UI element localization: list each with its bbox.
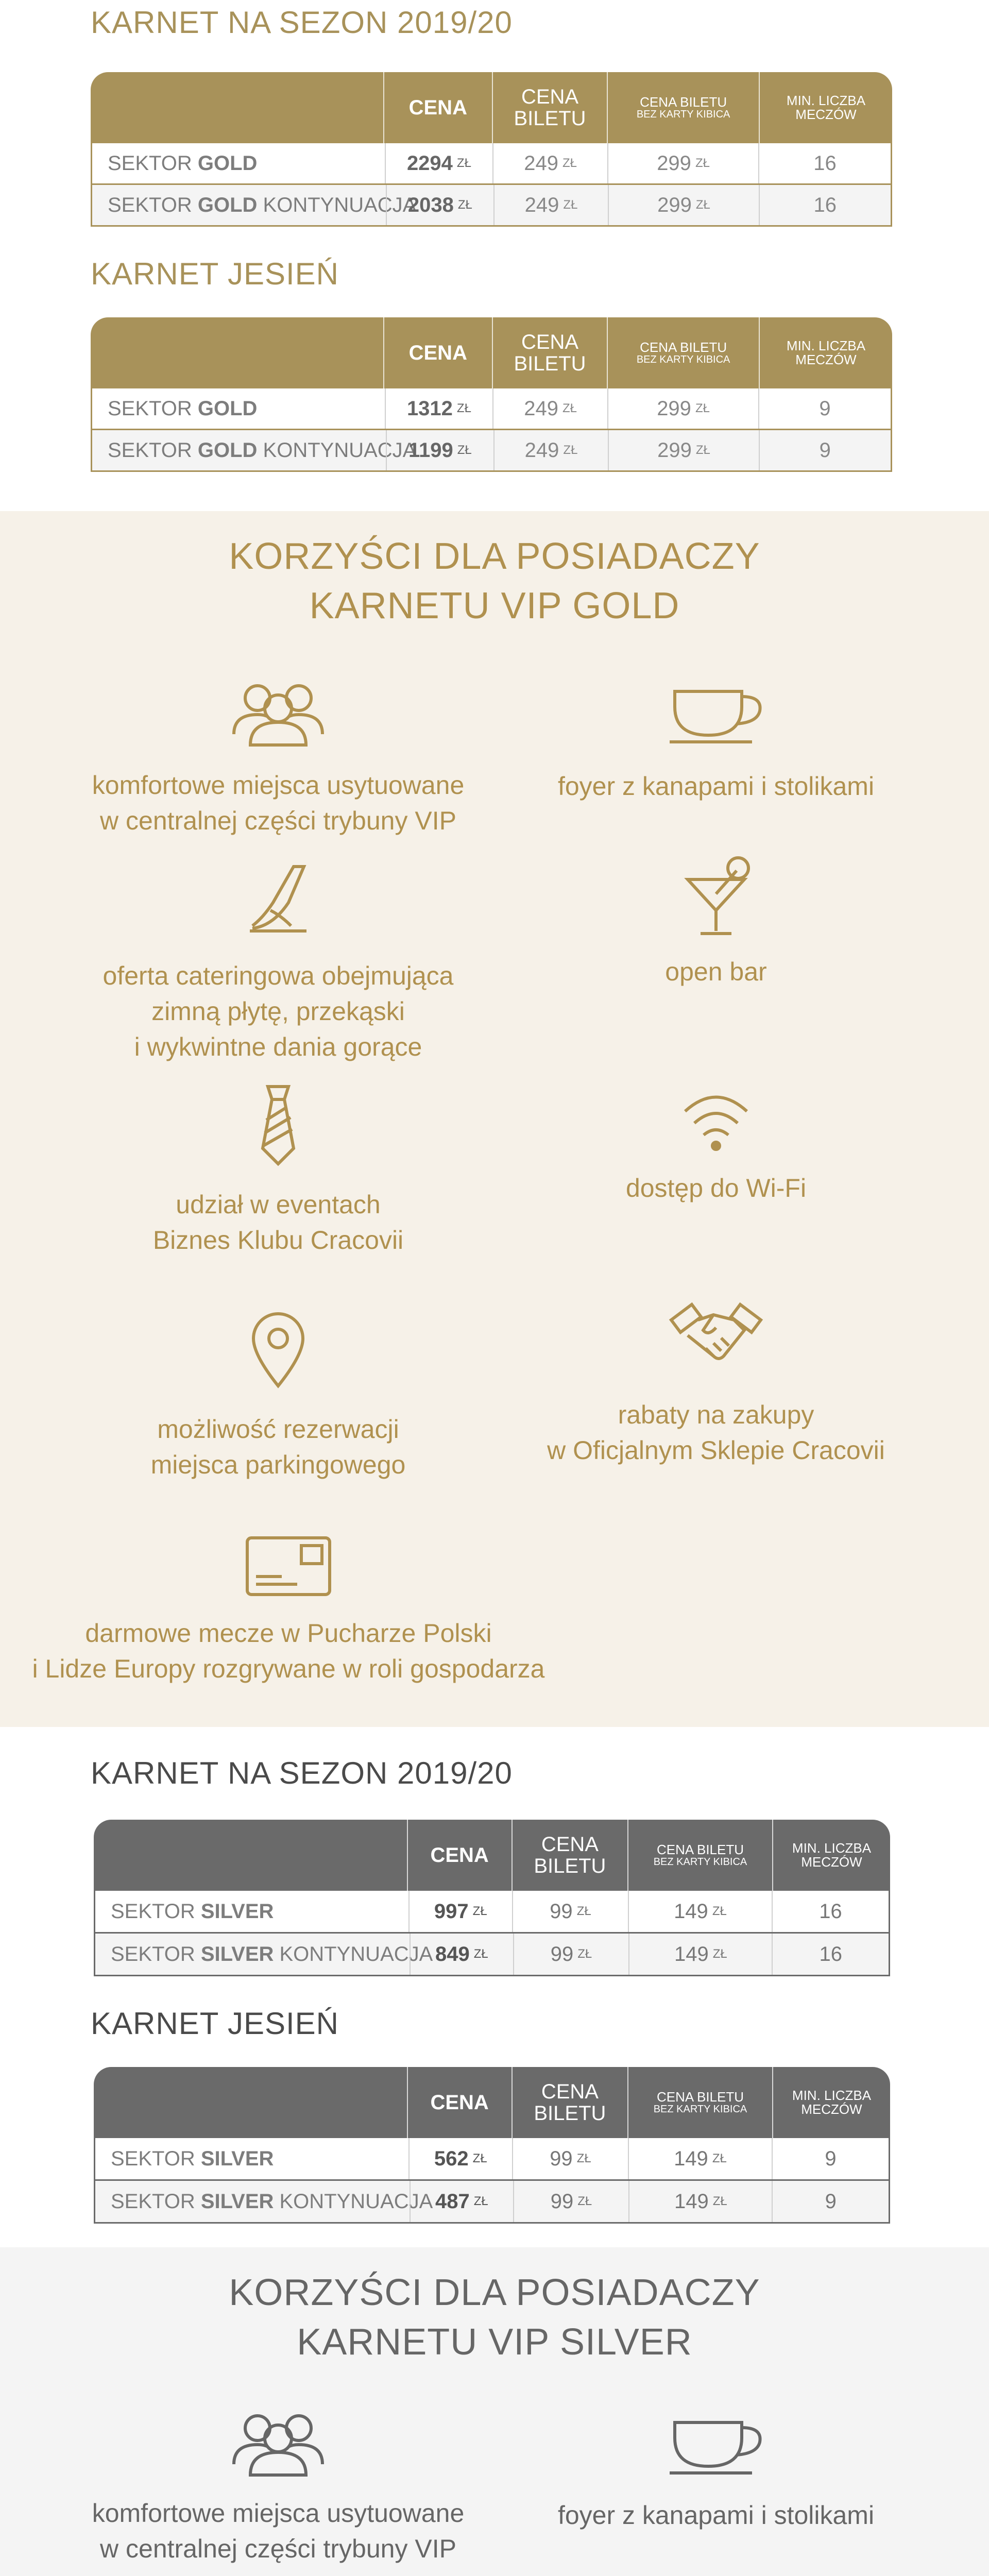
label-prefix: SEKTOR — [108, 397, 198, 420]
silver-season-title: KARNET NA SEZON 2019/20 — [91, 1756, 513, 1790]
header-bez-karty-line2: BEZ KARTY KIBICA — [653, 1856, 747, 1868]
cell-cena — [386, 430, 493, 470]
cell-cena — [385, 143, 492, 183]
header-bez-karty-line1: CENA BILETU — [640, 339, 727, 355]
cup-icon — [664, 2412, 768, 2479]
silver-autumn-title: KARNET JESIEŃ — [91, 2006, 339, 2041]
cell-biletu — [512, 1891, 628, 1932]
benefit-text: komfortowe miejsca usytuowane w centralnej części trybuny VIP — [92, 771, 465, 835]
silver-price-section — [0, 1727, 989, 2247]
header-min-line1: MIN. LICZBA — [792, 2087, 872, 2103]
table-row — [94, 2138, 890, 2181]
cell-bez-karty — [628, 1934, 772, 1975]
label-prefix: SEKTOR — [111, 1900, 201, 1923]
table-row — [91, 143, 892, 185]
header-bez-karty — [607, 317, 759, 388]
unit: ZŁ — [563, 198, 578, 212]
cell-min: 9 — [772, 2138, 889, 2179]
header-cena: CENA — [407, 2067, 511, 2138]
header-bez-karty-line1: CENA BILETU — [640, 94, 727, 110]
table-row — [94, 2181, 890, 2224]
unit: ZŁ — [562, 401, 577, 415]
header-blank — [91, 317, 383, 388]
benefit-text: rabaty na zakupy w Oficjalnym Sklepie Cracovii — [547, 1400, 885, 1465]
cena-value: 997 — [434, 1900, 469, 1923]
row-label — [95, 1891, 408, 1932]
unit: ZŁ — [695, 156, 710, 170]
label-prefix: SEKTOR — [108, 193, 198, 216]
biletu-value: 99 — [550, 2147, 573, 2170]
label-suffix: KONTYNUACJA — [274, 2190, 433, 2213]
gold-benefits-title-1: KORZYŚCI DLA POSIADACZY — [229, 536, 760, 577]
cell-min: 9 — [759, 430, 891, 470]
table-header — [94, 2067, 890, 2138]
table-row — [91, 430, 892, 472]
unit: ZŁ — [695, 443, 710, 457]
benefit-text: open bar — [665, 957, 767, 986]
header-blank — [91, 72, 383, 143]
table-row — [94, 1891, 890, 1934]
header-cena: CENA — [383, 72, 492, 143]
table-row — [91, 185, 892, 227]
cell-cena — [410, 1934, 513, 1975]
gold-season-title: KARNET NA SEZON 2019/20 — [91, 5, 513, 40]
header-bez-karty — [607, 72, 759, 143]
unit: ZŁ — [577, 1947, 592, 1961]
bez-karty-value: 149 — [674, 1900, 708, 1923]
header-min-meczow — [772, 1820, 890, 1891]
unit: ZŁ — [457, 198, 472, 212]
row-label — [92, 430, 417, 470]
gold-autumn-title: KARNET JESIEŃ — [91, 257, 339, 291]
wifi-icon — [680, 1088, 752, 1155]
cell-bez-karty — [628, 2138, 772, 2179]
cell-min: 16 — [772, 1891, 889, 1932]
unit: ZŁ — [473, 1947, 488, 1961]
cell-biletu — [492, 388, 607, 429]
cell-min: 16 — [758, 143, 891, 183]
benefit-text: dostęp do Wi-Fi — [625, 1174, 807, 1202]
cell-biletu — [493, 430, 608, 470]
benefit-open-bar — [464, 854, 968, 990]
benefit-shop — [464, 1299, 968, 1468]
benefit-text: komfortowe miejsca usytuowane w centralnej części trybuny VIP — [92, 2499, 465, 2563]
unit: ZŁ — [562, 156, 577, 170]
row-label — [92, 388, 385, 429]
cena-value: 1312 — [406, 397, 453, 420]
cocktail-icon — [677, 854, 755, 939]
cup-icon — [664, 681, 768, 748]
benefit-catering — [31, 861, 525, 1065]
table-header — [91, 72, 892, 143]
benefit-events — [31, 1084, 525, 1258]
unit: ZŁ — [712, 2151, 727, 2165]
unit: ZŁ — [456, 401, 471, 415]
cell-bez-karty — [607, 143, 758, 183]
header-blank — [94, 1820, 407, 1891]
benefit-seats — [31, 680, 525, 839]
unit: ZŁ — [712, 2194, 727, 2208]
benefit-wifi — [464, 1088, 968, 1206]
header-min-line2: MECZÓW — [795, 352, 857, 367]
bez-karty-value: 299 — [657, 151, 691, 175]
cell-bez-karty — [628, 1891, 772, 1932]
row-label — [95, 2138, 408, 2179]
unit: ZŁ — [472, 2151, 487, 2165]
unit: ZŁ — [695, 198, 710, 212]
biletu-value: 249 — [524, 438, 559, 462]
ticket-card-icon — [245, 1535, 332, 1597]
people-icon — [227, 680, 330, 747]
location-pin-icon — [250, 1309, 306, 1391]
benefit-text: oferta cateringowa obejmująca zimną płytę, przekąski i wykwintne dania gorące — [103, 961, 454, 1061]
cell-bez-karty — [608, 185, 758, 225]
benefit-seats — [31, 2410, 525, 2567]
header-min-line2: MECZÓW — [795, 107, 857, 122]
silver-benefits-title-2: KARNETU VIP SILVER — [297, 2321, 692, 2363]
cena-value: 2294 — [406, 151, 453, 175]
cell-biletu — [493, 185, 608, 225]
bez-karty-value: 149 — [674, 1942, 709, 1965]
bez-karty-value: 149 — [674, 2190, 709, 2213]
label-prefix: SEKTOR — [111, 2190, 201, 2213]
label-bold: GOLD — [197, 397, 258, 420]
header-min-meczow — [772, 2067, 890, 2138]
tie-icon — [255, 1084, 301, 1166]
label-prefix: SEKTOR — [111, 1942, 201, 1965]
header-min-meczow — [759, 72, 892, 143]
label-suffix: KONTYNUACJA — [257, 193, 417, 216]
biletu-value: 99 — [550, 1942, 574, 1965]
unit: ZŁ — [712, 1947, 727, 1961]
gold-autumn-table — [91, 317, 892, 472]
unit: ZŁ — [472, 1904, 487, 1918]
catering-icon — [240, 861, 317, 939]
table-row — [94, 1934, 890, 1976]
unit: ZŁ — [576, 2151, 591, 2165]
cell-cena — [386, 185, 493, 225]
benefit-text: foyer z kanapami i stolikami — [557, 2501, 875, 2530]
benefit-text: foyer z kanapami i stolikami — [557, 772, 875, 801]
bez-karty-value: 299 — [657, 193, 692, 216]
silver-autumn-table — [94, 2067, 890, 2224]
gold-benefits-title-2: KARNETU VIP GOLD — [309, 585, 680, 626]
unit: ZŁ — [695, 401, 710, 415]
header-cena-biletu: CENA BILETU — [492, 72, 607, 143]
label-prefix: SEKTOR — [111, 2147, 201, 2170]
biletu-value: 99 — [550, 1900, 573, 1923]
cell-min: 9 — [772, 2181, 889, 2222]
cena-value: 1199 — [408, 438, 453, 462]
handshake-icon — [667, 1299, 765, 1377]
unit: ZŁ — [457, 443, 472, 457]
cell-min: 16 — [759, 185, 891, 225]
unit: ZŁ — [473, 2194, 488, 2208]
cena-value: 2038 — [407, 193, 454, 216]
unit: ZŁ — [563, 443, 578, 457]
gold-benefits-section — [0, 511, 989, 1727]
unit: ZŁ — [576, 1904, 591, 1918]
cena-value: 849 — [435, 1942, 470, 1965]
label-suffix: KONTYNUACJA — [274, 1942, 433, 1965]
cell-bez-karty — [628, 2181, 772, 2222]
header-bez-karty-line1: CENA BILETU — [656, 2089, 744, 2105]
header-min-line1: MIN. LICZBA — [786, 92, 866, 108]
header-bez-karty-line2: BEZ KARTY KIBICA — [636, 354, 730, 366]
header-cena-biletu: CENA BILETU — [492, 317, 607, 388]
row-label — [95, 1934, 433, 1975]
cena-value: 562 — [434, 2147, 469, 2170]
biletu-value: 249 — [524, 151, 558, 175]
label-bold: GOLD — [197, 151, 258, 175]
benefit-text: udział w eventach Biznes Klubu Cracovii — [152, 1190, 404, 1255]
cell-biletu — [513, 2181, 629, 2222]
cell-cena — [410, 2181, 513, 2222]
cell-bez-karty — [608, 430, 758, 470]
row-label — [95, 2181, 433, 2222]
header-cena-biletu: CENA BILETU — [511, 2067, 627, 2138]
table-row — [91, 388, 892, 430]
header-cena: CENA — [407, 1820, 511, 1891]
label-bold: GOLD — [197, 438, 258, 462]
gold-season-table — [91, 72, 892, 227]
cell-biletu — [512, 2138, 628, 2179]
cell-min: 9 — [758, 388, 891, 429]
unit: ZŁ — [577, 2194, 592, 2208]
label-prefix: SEKTOR — [108, 151, 198, 175]
bez-karty-value: 149 — [674, 2147, 708, 2170]
label-suffix: KONTYNUACJA — [257, 438, 417, 462]
row-label — [92, 185, 417, 225]
cell-biletu — [492, 143, 607, 183]
header-min-line1: MIN. LICZBA — [786, 337, 866, 353]
label-bold: SILVER — [200, 1942, 274, 1965]
bez-karty-value: 299 — [657, 438, 692, 462]
header-bez-karty-line1: CENA BILETU — [656, 1841, 744, 1857]
benefit-text: możliwość rezerwacji miejsca parkingowego — [150, 1415, 406, 1479]
row-label — [92, 143, 385, 183]
cell-cena — [408, 1891, 512, 1932]
header-bez-karty-line2: BEZ KARTY KIBICA — [653, 2104, 747, 2115]
cell-min: 16 — [772, 1934, 889, 1975]
silver-benefits-section — [0, 2247, 989, 2576]
header-min-line1: MIN. LICZBA — [792, 1840, 872, 1856]
gold-price-section — [0, 0, 989, 511]
header-min-line2: MECZÓW — [801, 2102, 862, 2117]
silver-benefits-title-1: KORZYŚCI DLA POSIADACZY — [229, 2272, 760, 2313]
label-bold: SILVER — [200, 2190, 274, 2213]
header-min-line2: MECZÓW — [801, 1854, 862, 1870]
cell-cena — [408, 2138, 512, 2179]
unit: ZŁ — [712, 1904, 727, 1918]
table-header — [91, 317, 892, 388]
table-header — [94, 1820, 890, 1891]
silver-season-table — [94, 1820, 890, 1976]
benefit-text: darmowe mecze w Pucharze Polski i Lidze Europy rozgrywane w roli gospodarza — [32, 1619, 545, 1683]
biletu-value: 249 — [524, 193, 559, 216]
header-cena-biletu: CENA BILETU — [511, 1820, 627, 1891]
label-bold: SILVER — [200, 1900, 274, 1923]
biletu-value: 249 — [524, 397, 558, 420]
biletu-value: 99 — [550, 2190, 574, 2213]
people-icon — [227, 2410, 330, 2477]
header-min-meczow — [759, 317, 892, 388]
cena-value: 487 — [435, 2190, 470, 2213]
header-bez-karty-line2: BEZ KARTY KIBICA — [636, 109, 730, 121]
unit: ZŁ — [456, 156, 471, 170]
benefit-cup-matches — [0, 1535, 577, 1687]
cell-cena — [385, 388, 492, 429]
bez-karty-value: 299 — [657, 397, 691, 420]
cell-bez-karty — [607, 388, 758, 429]
header-bez-karty — [627, 2067, 772, 2138]
label-prefix: SEKTOR — [108, 438, 198, 462]
benefit-parking — [31, 1309, 525, 1483]
label-bold: GOLD — [197, 193, 258, 216]
cell-biletu — [513, 1934, 629, 1975]
header-bez-karty — [627, 1820, 772, 1891]
header-blank — [94, 2067, 407, 2138]
header-cena: CENA — [383, 317, 492, 388]
benefit-foyer — [464, 2412, 968, 2533]
benefit-foyer — [464, 681, 968, 804]
label-bold: SILVER — [200, 2147, 274, 2170]
